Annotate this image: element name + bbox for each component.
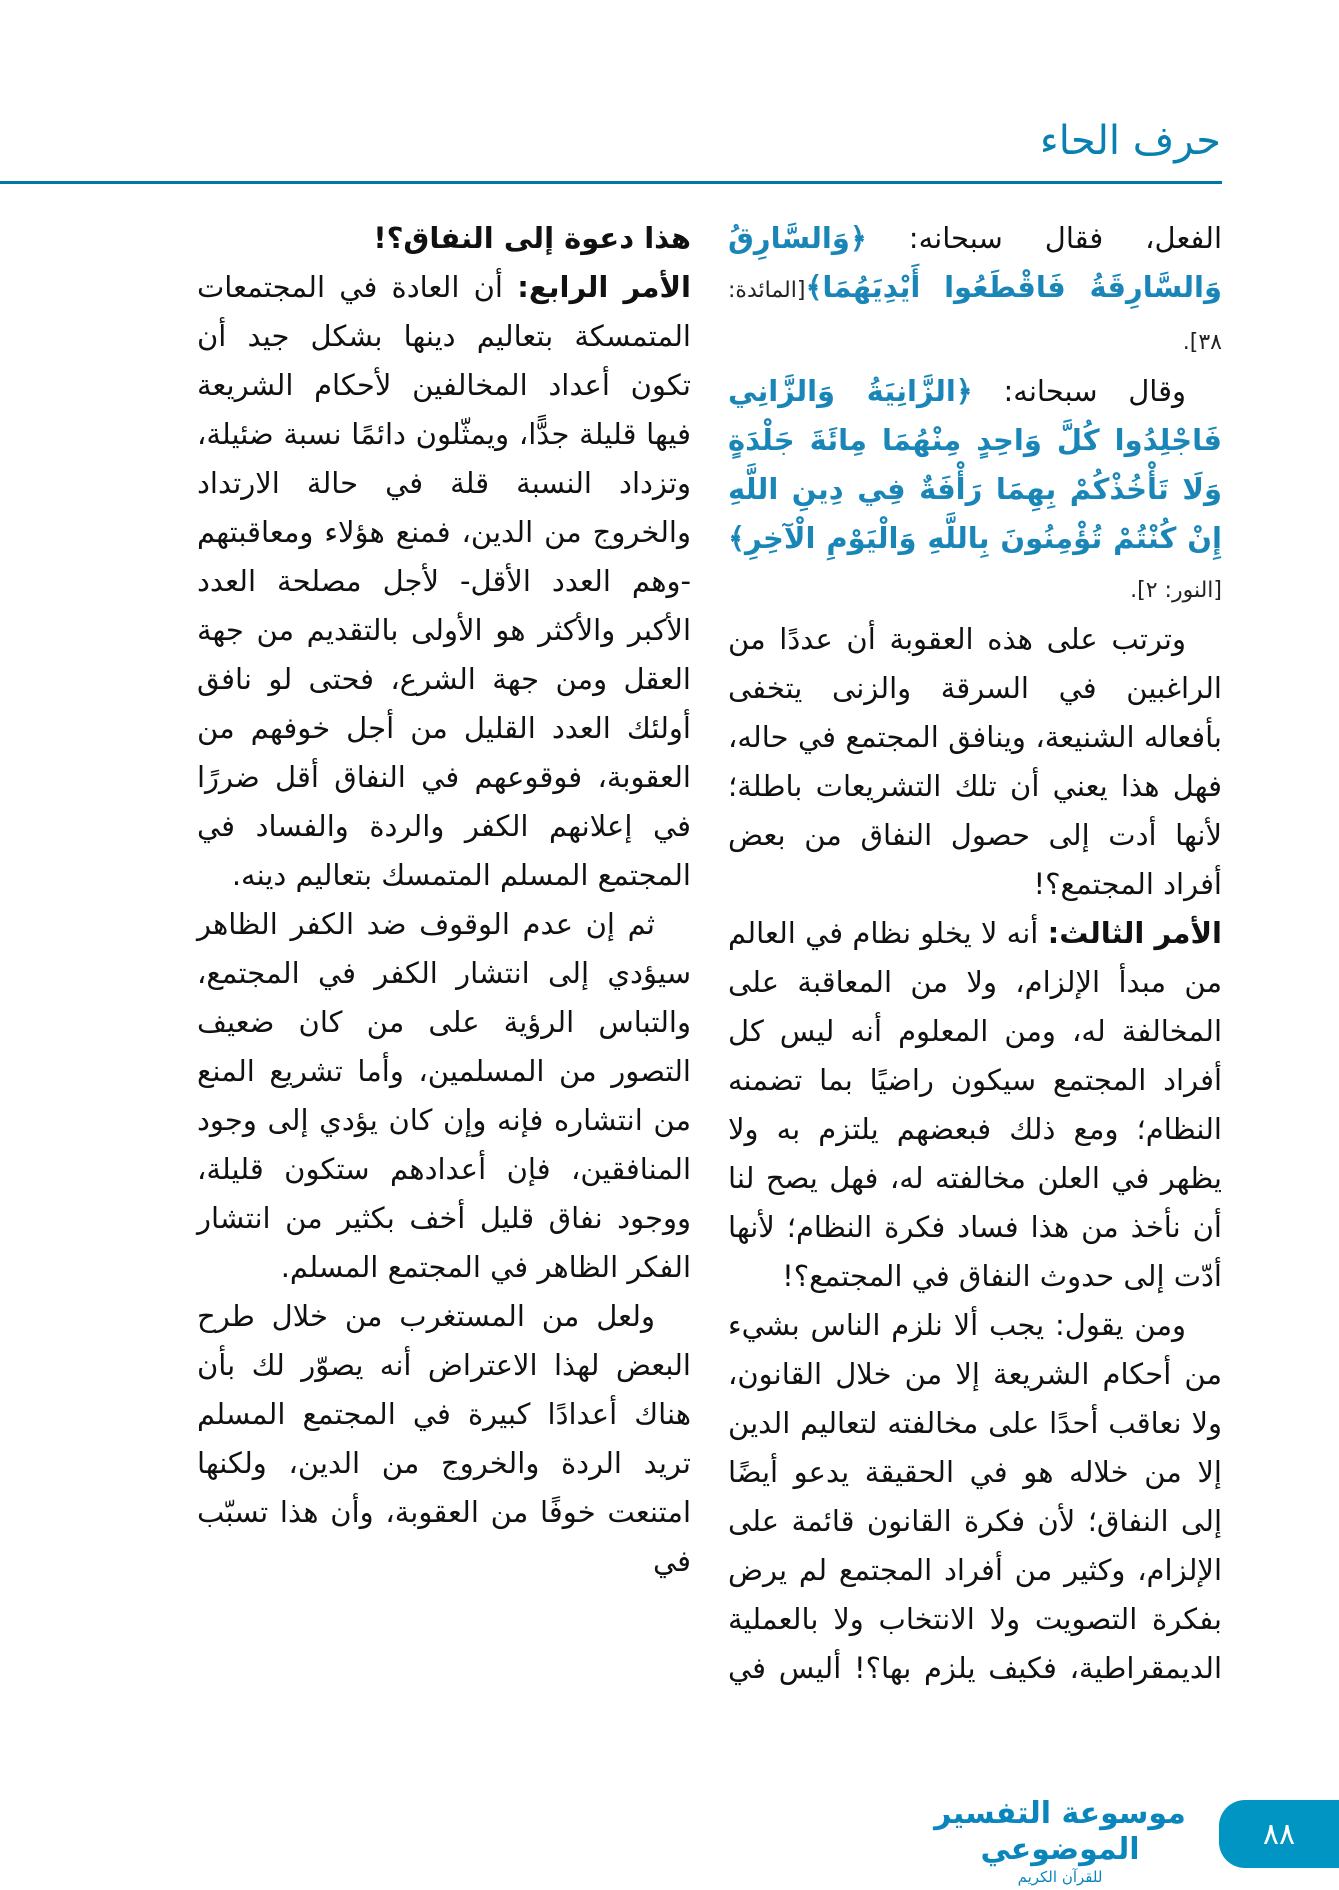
paragraph: وترتب على هذه العقوبة أن عددًا من الراغبين في السرقة والزنى يتخفى بأفعاله الشنيعة، وينافق المجتمع في حاله، فهل هذا يعني أن تلك التشريعات باطلة؛ لأنها أدت إلى حصول النفاق من بعض أفراد المجتمع؟! (728, 622, 1222, 901)
encyclopedia-logo (930, 1796, 1190, 1886)
paragraph (728, 367, 1222, 615)
verse-reference: [المائدة: ٣٨]. (728, 278, 1222, 355)
paragraph: ثم إن عدم الوقوف ضد الكفر الظاهر سيؤدي إلى انتشار الكفر في المجتمع، والتباس الرؤية على من كان ضعيف التصور من المسلمين، وأما تشريع المنع من انتشاره فإنه وإن كان يؤدي إلى وجود المنافقين، فإن أعدادهم ستكون قليلة، ووجود نفاق قليل أخف بكثير من انتشار الفكر الظاهر في المجتمع المسلم. (197, 907, 691, 1284)
text: وقال سبحانه: (972, 374, 1186, 408)
text: أنه لا يخلو نظام في العالم من مبدأ الإلزام، ولا من المعاقبة على المخالفة له، ومن المعلوم أنه ليس كل أفراد المجتمع سيكون راضيًا بما تضمنه النظام؛ ومع ذلك فبعضهم يلتزم به ولا يظهر في العلن مخالفته له، فهل يصح لنا أن نأخذ من هذا فساد فكرة النظام؛ لأنها أدّت إلى حدوث النفاق في المجتمع؟! (728, 916, 1222, 1293)
chapter-title: حرف الحاء (1039, 118, 1221, 164)
point-heading: الأمر الرابع: (517, 270, 691, 304)
paragraph (728, 909, 1222, 1301)
paragraph (728, 214, 1222, 367)
quran-verse: ﴿الزَّانِيَةُ وَالزَّانِي فَاجْلِدُوا كُلَّ وَاحِدٍ مِنْهُمَا مِائَةَ جَلْدَةٍ وَلَا تَأْخُذْكُمْ بِهِمَا رَأْفَةٌ فِي دِينِ اللَّهِ إِنْ كُنْتُمْ تُؤْمِنُونَ بِاللَّهِ وَالْيَوْمِ الْآخِرِ﴾ (728, 374, 1222, 555)
page-number-badge (1219, 1800, 1339, 1868)
verse-reference: [النور: ٢]. (1130, 578, 1222, 603)
paragraph (197, 263, 691, 900)
right-column (728, 214, 1222, 1693)
paragraph: هذا دعوة إلى النفاق؟! (373, 221, 691, 255)
text: أن العادة في المجتمعات المتمسكة بتعاليم دينها بشكل جيد أن تكون أعداد المخالفين لأحكام الشريعة فيها قليلة جدًّا، ويمثّلون دائمًا نسبة ضئيلة، وتزداد النسبة قلة في حالة الارتداد والخروج من الدين، فمنع هؤلاء ومعاقبتهم -وهم العدد الأقل- لأجل مصلحة العدد الأكبر والأكثر هو الأولى بالتقديم من جهة العقل ومن جهة الشرع، فحتى لو نافق أولئك العدد القليل من أجل خوفهم من العقوبة، فوقوعهم في النفاق أقل ضررًا في إعلانهم الكفر والردة والفساد في المجتمع المسلم المتمسك بتعاليم دينه. (197, 270, 691, 892)
point-heading: الأمر الثالث: (1047, 916, 1222, 950)
paragraph: ولعل من المستغرب من خلال طرح البعض لهذا الاعتراض أنه يصوّر لك بأن هناك أعدادًا كبيرة في المجتمع المسلم تريد الردة والخروج من الدين، ولكنها امتنعت خوفًا من العقوبة، وأن هذا تسبّب في (197, 1299, 691, 1578)
page-number: ٨٨ (1262, 1816, 1296, 1852)
left-column (197, 214, 691, 1586)
paragraph: ومن يقول: يجب ألا نلزم الناس بشيء من أحكام الشريعة إلا من خلال القانون، ولا نعاقب أحدًا على مخالفته لتعاليم الدين إلا من خلاله هو في الحقيقة يدعو أيضًا إلى النفاق؛ لأن فكرة القانون قائمة على الإلزام، وكثير من أفراد المجتمع لم يرض بفكرة التصويت ولا الانتخاب ولا بالعملية الديمقراطية، فكيف يلزم بها؟! أليس في (728, 1308, 1222, 1685)
quran-verse: ﴿وَالسَّارِقُ وَالسَّارِقَةُ فَاقْطَعُوا أَيْدِيَهُمَا﴾ (728, 221, 1222, 304)
logo-title: موسوعة التفسير الموضوعي (934, 1796, 1186, 1867)
text: الفعل، فقال سبحانه: (866, 221, 1222, 255)
header-divider (0, 181, 1222, 184)
logo-subtitle: للقرآن الكريم (1017, 1868, 1103, 1886)
